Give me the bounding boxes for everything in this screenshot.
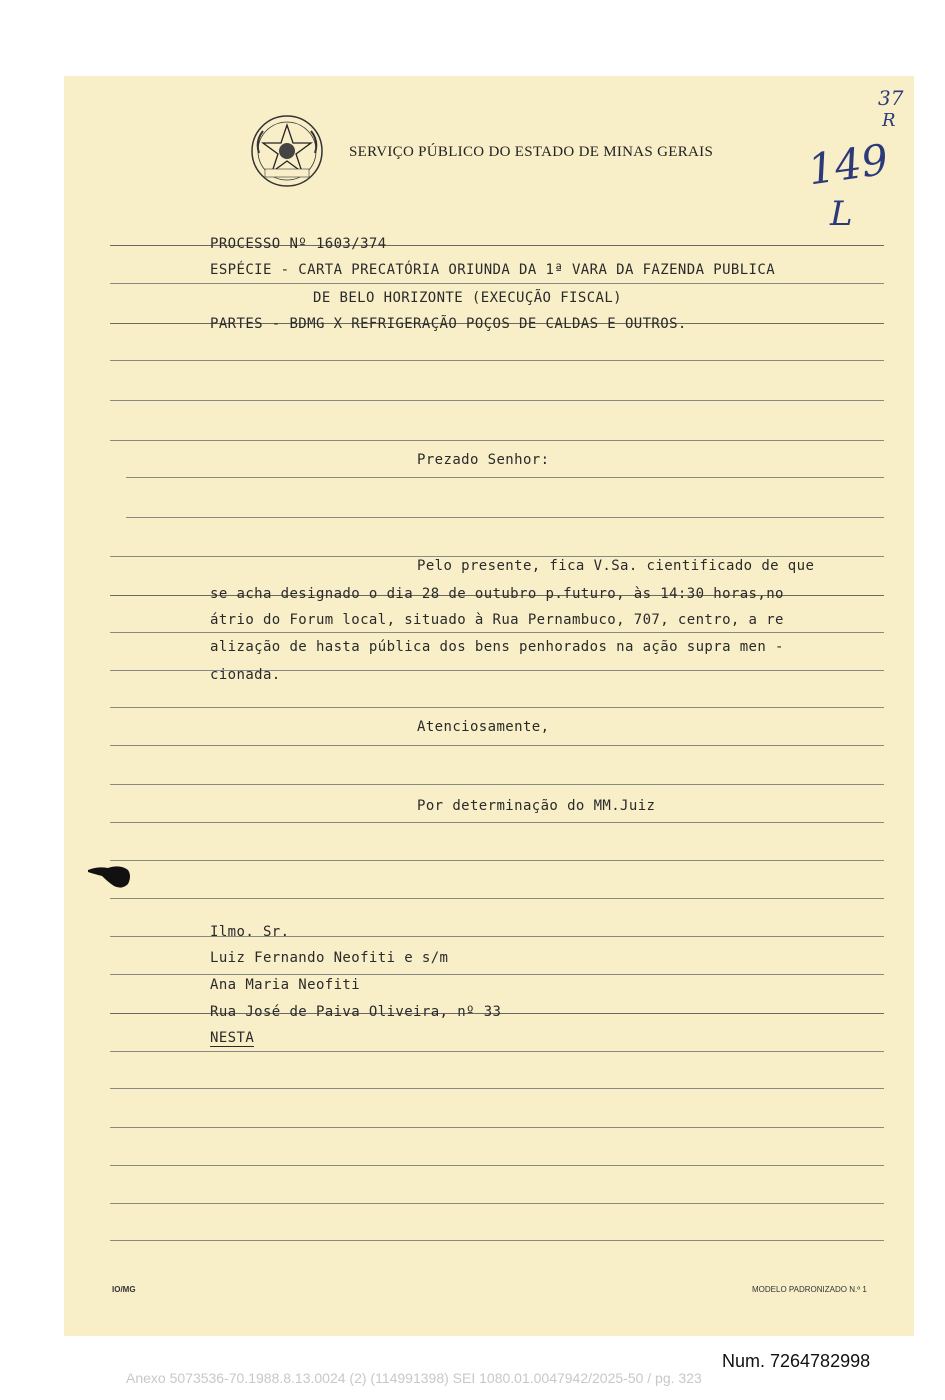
- state-seal-icon: [249, 113, 325, 189]
- header-title: SERVIÇO PÚBLICO DO ESTADO DE MINAS GERAIS: [349, 144, 714, 160]
- ruled-line: [110, 1165, 884, 1166]
- corner-mark-2: R: [882, 110, 896, 131]
- addressee-street: Rua José de Paiva Oliveira, nº 33: [210, 1004, 502, 1020]
- ruled-line: [110, 1240, 884, 1241]
- annex-stamp: Anexo 5073536-70.1988.8.13.0024 (2) (114991398) SEI 1080.01.0047942/2025-50 / pg. 323: [126, 1370, 702, 1386]
- ruled-line: [110, 860, 884, 861]
- footer-left-code: IO/MG: [112, 1285, 136, 1294]
- ruled-line: [110, 360, 884, 361]
- body-line-1: Pelo presente, fica V.Sa. cientificado de que: [417, 558, 815, 574]
- ruled-line: [110, 632, 884, 633]
- ink-blot: [86, 862, 132, 890]
- ruled-line: [110, 283, 884, 284]
- ruled-line: [110, 822, 884, 823]
- footer-right-code: MODELO PADRONIZADO N.º 1: [752, 1285, 867, 1294]
- ruled-line: [110, 898, 884, 899]
- ruled-line: [110, 400, 884, 401]
- process-species-line-2: DE BELO HORIZONTE (EXECUÇÃO FISCAL): [313, 290, 623, 306]
- body-line-5: cionada.: [210, 667, 281, 683]
- addressee-name-1: Luiz Fernando Neofiti e s/m: [210, 950, 449, 966]
- ruled-line: [110, 1127, 884, 1128]
- body-line-4: alização de hasta pública dos bens penhorados na ação supra men -: [210, 639, 784, 655]
- ruled-line: [110, 1051, 884, 1052]
- ruled-line: [110, 1088, 884, 1089]
- addressee-city: NESTA: [210, 1030, 255, 1046]
- closing: Atenciosamente,: [417, 719, 550, 735]
- corner-mark-1: 37: [878, 86, 904, 110]
- ruled-line: [126, 477, 884, 478]
- process-number: PROCESSO Nº 1603/374: [210, 236, 387, 252]
- page-number-handwritten: 149: [804, 134, 892, 195]
- ruled-line: [126, 517, 884, 518]
- process-parties: PARTES - BDMG X REFRIGERAÇÃO POÇOS DE CALDAS E OUTROS.: [210, 316, 687, 332]
- ruled-line: [110, 440, 884, 441]
- document-number-stamp: Num. 7264782998: [722, 1351, 871, 1371]
- ruled-line: [110, 707, 884, 708]
- addressee-name-2: Ana Maria Neofiti: [210, 977, 361, 993]
- ruled-line: [110, 784, 884, 785]
- process-species-line-1: ESPÉCIE - CARTA PRECATÓRIA ORIUNDA DA 1ª VARA DA FAZENDA PUBLICA: [210, 262, 776, 278]
- ruled-line: [110, 556, 884, 557]
- body-line-2: se acha designado o dia 28 de outubro p.futuro, às 14:30 horas,no: [210, 586, 784, 602]
- addressee-title: Ilmo. Sr.: [210, 924, 290, 940]
- signature-line: Por determinação do MM.Juiz: [417, 798, 656, 814]
- ruled-line: [110, 1203, 884, 1204]
- salutation: Prezado Senhor:: [417, 452, 550, 468]
- ruled-line: [110, 974, 884, 975]
- page-initial-handwritten: L: [830, 194, 853, 234]
- ruled-line: [110, 745, 884, 746]
- body-line-3: átrio do Forum local, situado à Rua Pernambuco, 707, centro, a re: [210, 612, 784, 628]
